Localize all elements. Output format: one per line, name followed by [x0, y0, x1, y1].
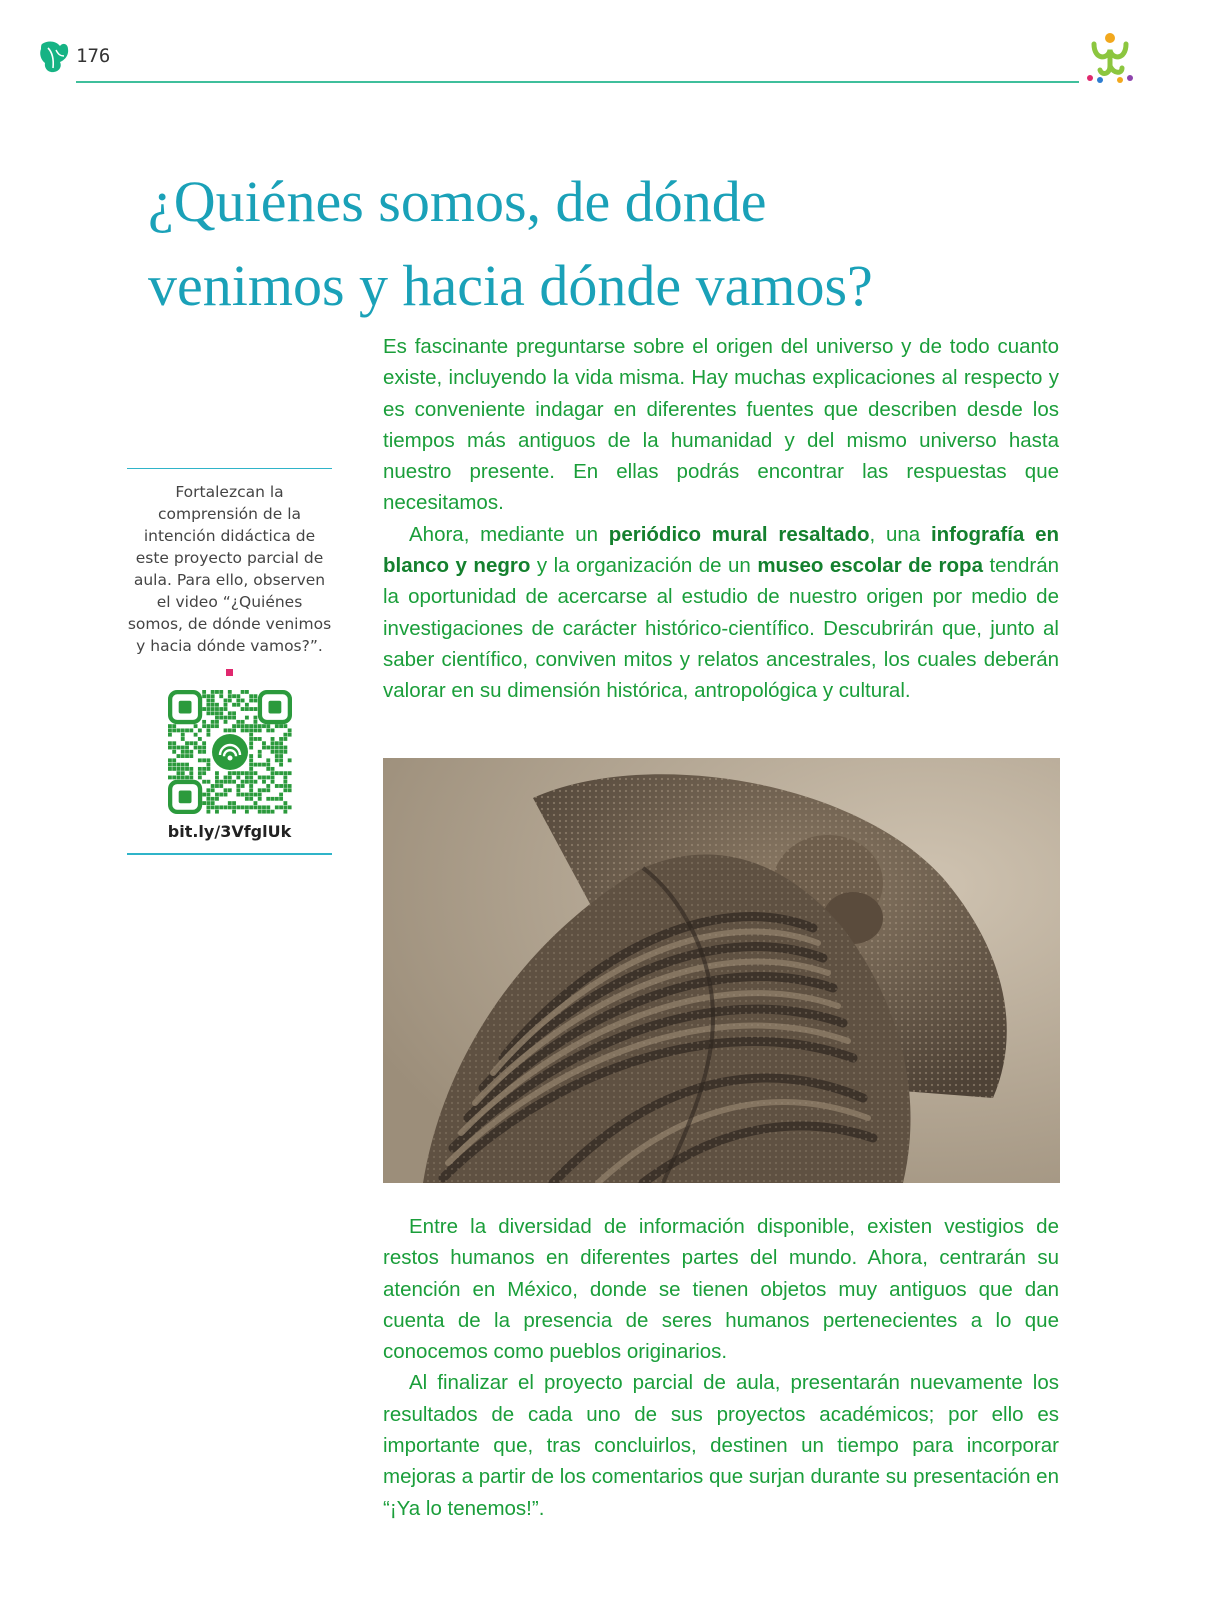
trilobite-fossil-photo: [383, 758, 1060, 1183]
paragraph-1: Es fascinante preguntarse sobre el origen del universo y de todo cuanto existe, incluyendo la vida misma. Hay muchas explicaciones al respecto y es conveniente indagar en diferentes fuentes que describen desde los tiempos más antiguos de la humanidad y del mismo universo hasta nuestro presente. En ellas podrás encontrar las respuestas que necesitamos.: [383, 335, 1059, 515]
page-header: [0, 0, 1214, 100]
p2-text-a: Ahora, mediante un: [409, 522, 609, 546]
colorful-figure-logo-icon: [1080, 30, 1140, 86]
intro-text-block: [383, 331, 1059, 707]
closing-text-block: [383, 1211, 1059, 1524]
green-leaf-icon: [38, 38, 70, 74]
sidebar-bottom-rule: [127, 853, 332, 855]
title-line-2: venimos y hacia dónde vamos?: [148, 253, 873, 318]
paragraph-3: Entre la diversidad de información disponible, existen vestigios de restos humanos en diferentes partes del mundo. Ahora, centrarán su atención en México, donde se tienen objetos muy antiguos que dan cuenta de la presencia de seres humanos pertenecientes a lo que conocemos como pueblos originarios.: [383, 1215, 1059, 1364]
p2-text-d: y la organización de un: [530, 554, 758, 578]
p2-text-c: , una: [869, 522, 931, 546]
pink-bullet: [226, 669, 233, 676]
qr-code-icon[interactable]: [168, 690, 292, 814]
page-title: [148, 160, 1028, 328]
header-rule: [76, 81, 1079, 83]
paragraph-2: [383, 519, 1059, 707]
p2-bold-museo: museo escolar de ropa: [757, 554, 983, 578]
trilobite-fossil-illustration: [383, 758, 1060, 1183]
p2-bold-infografia: infografía en blanco y negro: [383, 522, 1060, 578]
page-number: 176: [76, 45, 111, 67]
paragraph-4: Al finalizar el proyecto parcial de aula, presentarán nuevamente los resultados de cada uno de sus proyectos académicos; por ello es importante que, tras concluirlos, destinen un tiempo para incorporar mejoras a partir de los comentarios que surjan durante su presentación en “¡Ya lo tenemos!”.: [383, 1371, 1059, 1520]
sidebar-top-rule: [127, 468, 332, 469]
qr-link-text[interactable]: bit.ly/3VfglUk: [167, 822, 292, 841]
title-line-1: ¿Quiénes somos, de dónde: [148, 169, 767, 234]
sidebar-note-text: Fortalezcan la comprensión de la intención didáctica de este proyecto parcial de aula. Para ello, observen el video “¿Quiénes somos, de dónde venimos y hacia dónde vamos?”.: [127, 483, 332, 655]
p2-text-e: tendrán la oportunidad de acercarse al estudio de nuestro origen por medio de investigaciones de carácter histórico-científico. Descubrirán que, junto al saber científico, conviven mitos y relatos ancestrales, los cuales deberán valorar en su dimensión histórica, antropológica y cultural.: [383, 554, 1059, 703]
sidebar-video-note: [127, 468, 332, 855]
p2-bold-periodico: periódico mural resaltado: [608, 522, 870, 546]
